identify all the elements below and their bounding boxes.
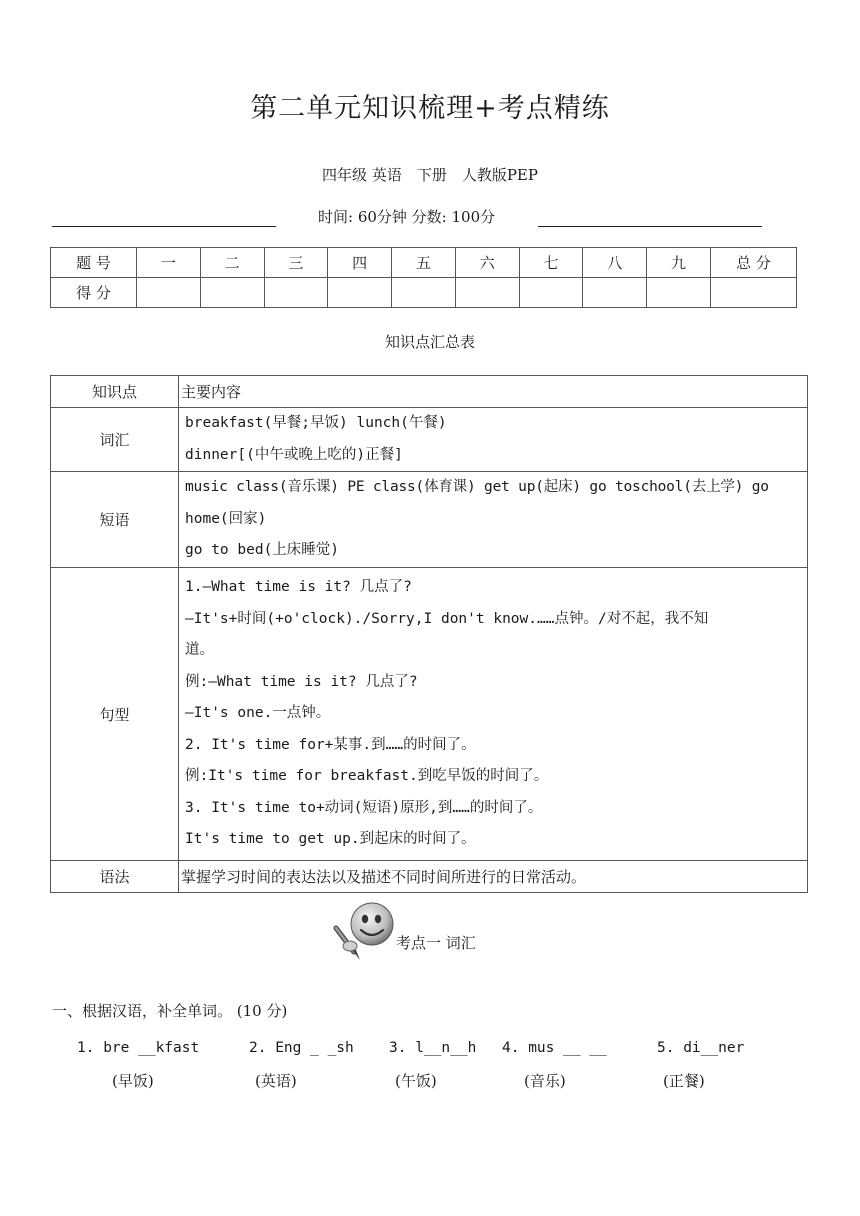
vocab-content (179, 408, 808, 472)
name-blank-line (52, 226, 276, 227)
score-col-5: 五 (392, 248, 456, 278)
q1-item-1: 1. bre __kfast (77, 1040, 200, 1056)
q1-hint-2: (英语) (255, 1072, 297, 1090)
score-col-9: 九 (647, 248, 711, 278)
score-col-1: 一 (137, 248, 201, 278)
q1-item-2: 2. Eng _ _sh (249, 1040, 354, 1056)
q1-hint-5: (正餐) (663, 1072, 705, 1090)
knowledge-header-row (51, 376, 808, 408)
score-cell (200, 278, 264, 308)
document-title: 第二单元知识梳理+考点精练 (250, 93, 610, 124)
phrases-line: go to bed(上床睡觉) (185, 542, 340, 559)
grammar-label: 语法 (51, 861, 179, 893)
sentence-line: —It's+时间(+o'clock)./Sorry,I don't know.……点钟。/对不起，我不知 (185, 610, 709, 627)
score-row2-label: 得 分 (51, 278, 137, 308)
phrases-line: music class(音乐课) PE class(体育课) get up(起床) go toschool(去上学) go (185, 479, 769, 496)
sentence-line: It's time to get up.到起床的时间了。 (185, 831, 476, 848)
sentence-line: 1.—What time is it? 几点了? (185, 579, 412, 596)
sentence-line: 道。 (185, 642, 214, 659)
vocab-line: dinner[(中午或晚上吃的)正餐] (185, 446, 403, 463)
score-cell (647, 278, 711, 308)
time-score-label: 时间: 60分钟 分数: 100分 (318, 208, 496, 226)
class-blank-line (538, 226, 762, 227)
phrases-line: home(回家) (185, 510, 267, 527)
grammar-row (51, 861, 808, 893)
summary-title: 知识点汇总表 (384, 333, 475, 351)
score-cell (264, 278, 328, 308)
score-cell (392, 278, 456, 308)
score-col-total: 总 分 (711, 248, 797, 278)
score-cell (583, 278, 647, 308)
header-knowledge-point: 知识点 (51, 376, 179, 408)
q1-hint-3: (午饭) (395, 1072, 437, 1090)
vocab-label: 词汇 (51, 408, 179, 472)
sentence-line: 3. It's time to+动词(短语)原形,到……的时间了。 (185, 799, 543, 816)
score-col-6: 六 (455, 248, 519, 278)
sentences-label: 句型 (51, 568, 179, 861)
sentence-line: —It's one.一点钟。 (185, 705, 331, 722)
phrases-label: 短语 (51, 472, 179, 568)
score-cell (328, 278, 392, 308)
sentences-content (179, 568, 808, 861)
score-col-2: 二 (200, 248, 264, 278)
score-table-header-row (51, 248, 797, 278)
score-cell (519, 278, 583, 308)
q1-item-3: 3. l__n__h (389, 1040, 477, 1056)
smiley-pencil-icon (330, 900, 402, 964)
sentences-row (51, 568, 808, 861)
sentence-line: 例:—What time is it? 几点了? (185, 673, 418, 690)
score-col-8: 八 (583, 248, 647, 278)
document-subtitle: 四年级 英语 下册 人教版PEP (322, 166, 538, 184)
phrases-row (51, 472, 808, 568)
grammar-content: 掌握学习时间的表达法以及描述不同时间所进行的日常活动。 (179, 861, 808, 893)
q1-hint-1: (早饭) (112, 1072, 154, 1090)
phrases-content (179, 472, 808, 568)
score-col-4: 四 (328, 248, 392, 278)
header-main-content: 主要内容 (179, 376, 808, 408)
vocab-line: breakfast(早餐;早饭) lunch(午餐) (185, 415, 447, 431)
point-1-title: 考点一 词汇 (396, 934, 476, 952)
score-table-score-row (51, 278, 797, 308)
score-col-3: 三 (264, 248, 328, 278)
score-cell (137, 278, 201, 308)
sentence-line: 2. It's time for+某事.到……的时间了。 (185, 736, 476, 753)
score-table (50, 247, 797, 308)
knowledge-table (50, 375, 808, 893)
q1-item-4: 4. mus __ __ (502, 1040, 607, 1056)
sentence-line: 例:It's time for breakfast.到吃早饭的时间了。 (185, 768, 549, 785)
q1-item-5: 5. di__ner (657, 1040, 745, 1056)
score-row-label: 题 号 (51, 248, 137, 278)
score-cell (455, 278, 519, 308)
score-col-7: 七 (519, 248, 583, 278)
q1-hint-4: (音乐) (524, 1072, 566, 1090)
question-1-heading: 一、根据汉语，补全单词。 (10 分) (52, 1002, 288, 1020)
score-cell (711, 278, 797, 308)
vocab-row (51, 408, 808, 472)
